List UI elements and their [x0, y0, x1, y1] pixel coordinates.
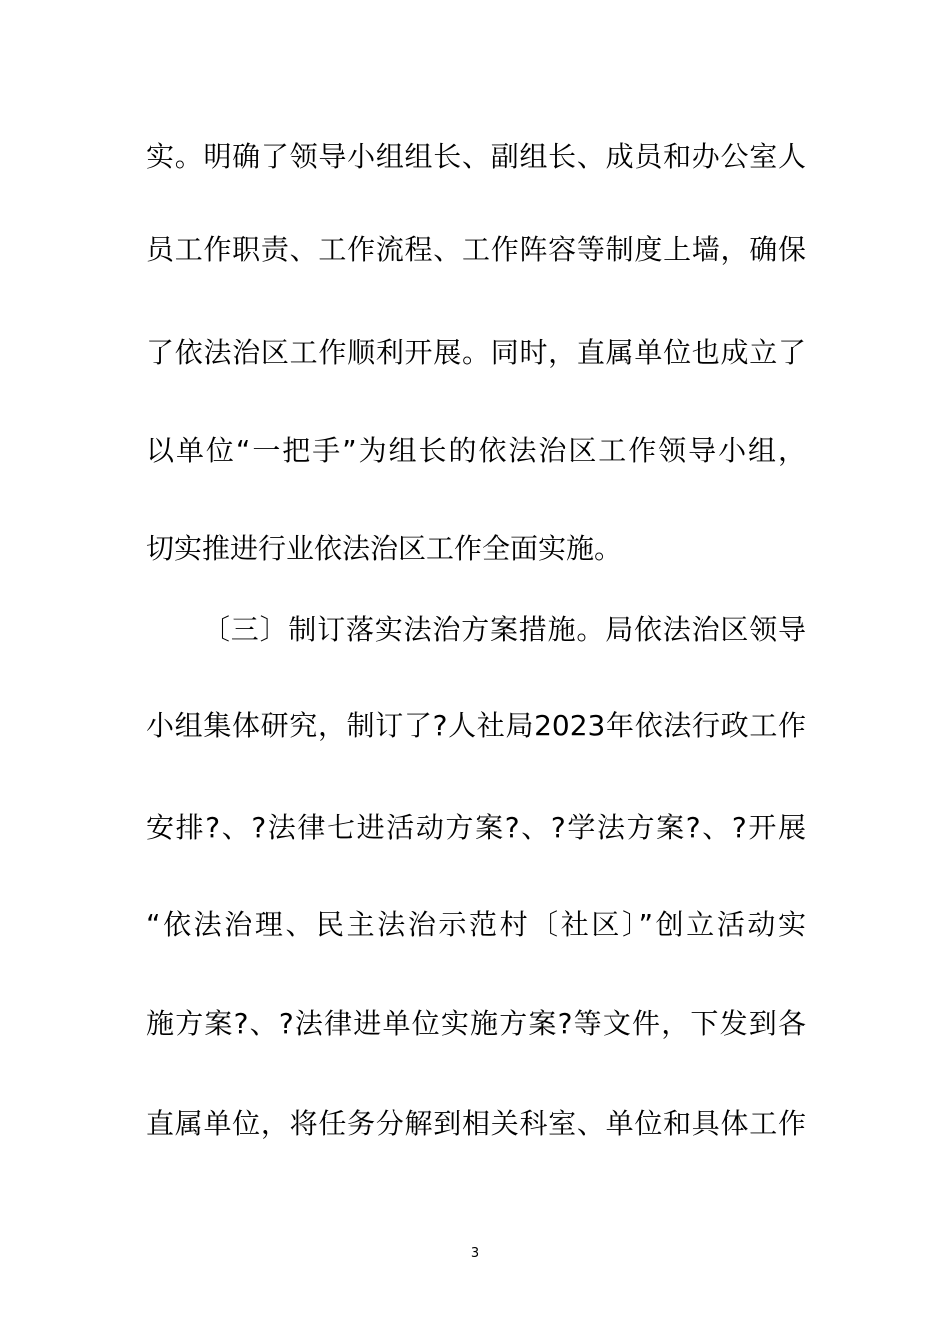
text-line-11: 直属单位，将任务分解到相关科室、单位和具体工作	[146, 1107, 806, 1140]
text-line-3: 了依法治区工作顺利开展。同时，直属单位也成立了	[146, 336, 806, 369]
text-line-6: 〔三〕制订落实法治方案措施。局依法治区领导	[202, 613, 806, 646]
text-line-5: 切实推进行业依法治区工作全面实施。	[146, 532, 623, 565]
text-line-4: 以单位“一把手”为组长的依法治区工作领导小组，	[146, 434, 806, 467]
text-line-2: 员工作职责、工作流程、工作阵容等制度上墙，确保	[146, 233, 806, 266]
text-line-1: 实。明确了领导小组组长、副组长、成员和办公室人	[146, 140, 806, 173]
text-line-9: “依法治理、民主法治示范村〔社区〕”创立活动实	[146, 908, 806, 941]
text-line-8: 安排?、?法律七进活动方案?、?学法方案?、?开展	[146, 811, 806, 844]
text-line-10: 施方案?、?法律进单位实施方案?等文件，下发到各	[146, 1007, 806, 1040]
page-number: 3	[470, 1246, 480, 1261]
text-line-7: 小组集体研究，制订了?人社局2023年依法行政工作	[146, 709, 806, 742]
